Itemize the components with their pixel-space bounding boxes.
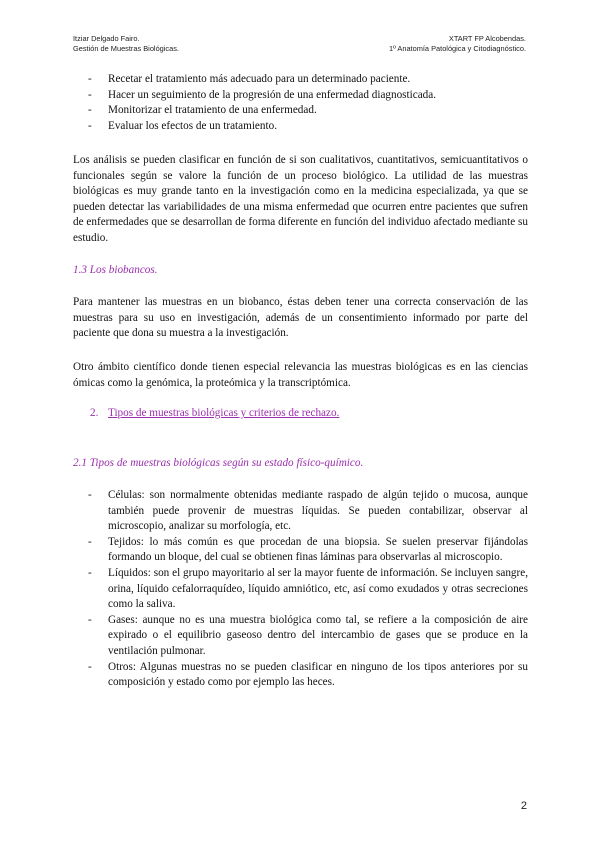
header-subject: Gestión de Muestras Biológicas. [73, 44, 179, 53]
header-course: 1º Anatomía Patológica y Citodiagnóstico. [388, 44, 526, 53]
header-left [73, 34, 179, 54]
list-item: - Hacer un seguimiento de la progresión de una enfermedad diagnosticada. [88, 88, 528, 104]
list-item: - Células: son normalmente obtenidas mediante raspado de algún tejido o mucosa, aunque también puede provenir de muestras líquidas. Se pueden contabilizar, observar al microscopio, analizar su morfología, etc. [88, 488, 528, 535]
subsection-heading-estado: 2.1 Tipos de muestras biológicas según su estado físico-químico. [73, 457, 364, 469]
list-item: - Líquidos: son el grupo mayoritario al ser la mayor fuente de información. Se incluyen sangre, orina, líquido cefalorraquídeo, líquido amniótico, etc, así como exudados y otras secreciones como la saliva. [88, 566, 528, 613]
paragraph-analisis: Los análisis se pueden clasificar en función de si son cualitativos, cuantitativos, semicuantitativos o funcionales según se valore la función de un proceso biológico. La utilidad de las muestras biológicas es muy grande tanto en la investigación como en la medicina especializada, ya que se pueden detectar las variabilidades de una misma enfermedad que ocurren entre pacientes que sufren de enfermedades que se desarrollan de forma diferente en función del individuo afectado mediante su estudio. [73, 154, 528, 244]
usage-list [88, 72, 528, 134]
paragraph-biobanco: Para mantener las muestras en un biobanco, éstas deben tener una correcta conservación de las muestras para su uso en investigación, además de un consentimiento informado por parte del paciente que dona su muestra a la investigación. [73, 296, 528, 340]
page-number: 2 [520, 800, 527, 812]
section-heading-biobancos: 1.3 Los biobancos. [73, 264, 158, 276]
header-school: XTART FP Alcobendas. [448, 34, 526, 43]
section-heading-link[interactable]: Tipos de muestras biológicas y criterios de rechazo. [108, 407, 340, 419]
list-item: - Gases: aunque no es una muestra biológica como tal, se refiere a la composición de aire expirado o el equilibrio gaseoso dentro del intercambio de gases que se produce en la ventilación pulmonar. [88, 613, 528, 660]
list-item: - Otros: Algunas muestras no se pueden clasificar en ninguno de los tipos anteriores por su composición y estado como por ejemplo las heces. [88, 660, 528, 691]
list-item: - Evaluar los efectos de un tratamiento. [88, 119, 528, 135]
sample-types-list [88, 488, 528, 691]
section-number: 2. [90, 407, 99, 419]
list-item: - Tejidos: lo más común es que procedan de una biopsia. Se suelen preservar fijándolas formando un bloque, del cual se obtienen finas láminas para observarlas al microscopio. [88, 535, 528, 566]
list-item: - Recetar el tratamiento más adecuado para un determinado paciente. [88, 72, 528, 88]
paragraph-omicas: Otro ámbito científico donde tienen especial relevancia las muestras biológicas es en las ciencias ómicas como la genómica, la proteómica y la transcriptómica. [73, 361, 528, 389]
section-heading-tipos[interactable] [90, 407, 339, 419]
header-right [389, 34, 526, 54]
list-item: - Monitorizar el tratamiento de una enfermedad. [88, 103, 528, 119]
header-author: Itziar Delgado Fairo. [73, 34, 140, 43]
